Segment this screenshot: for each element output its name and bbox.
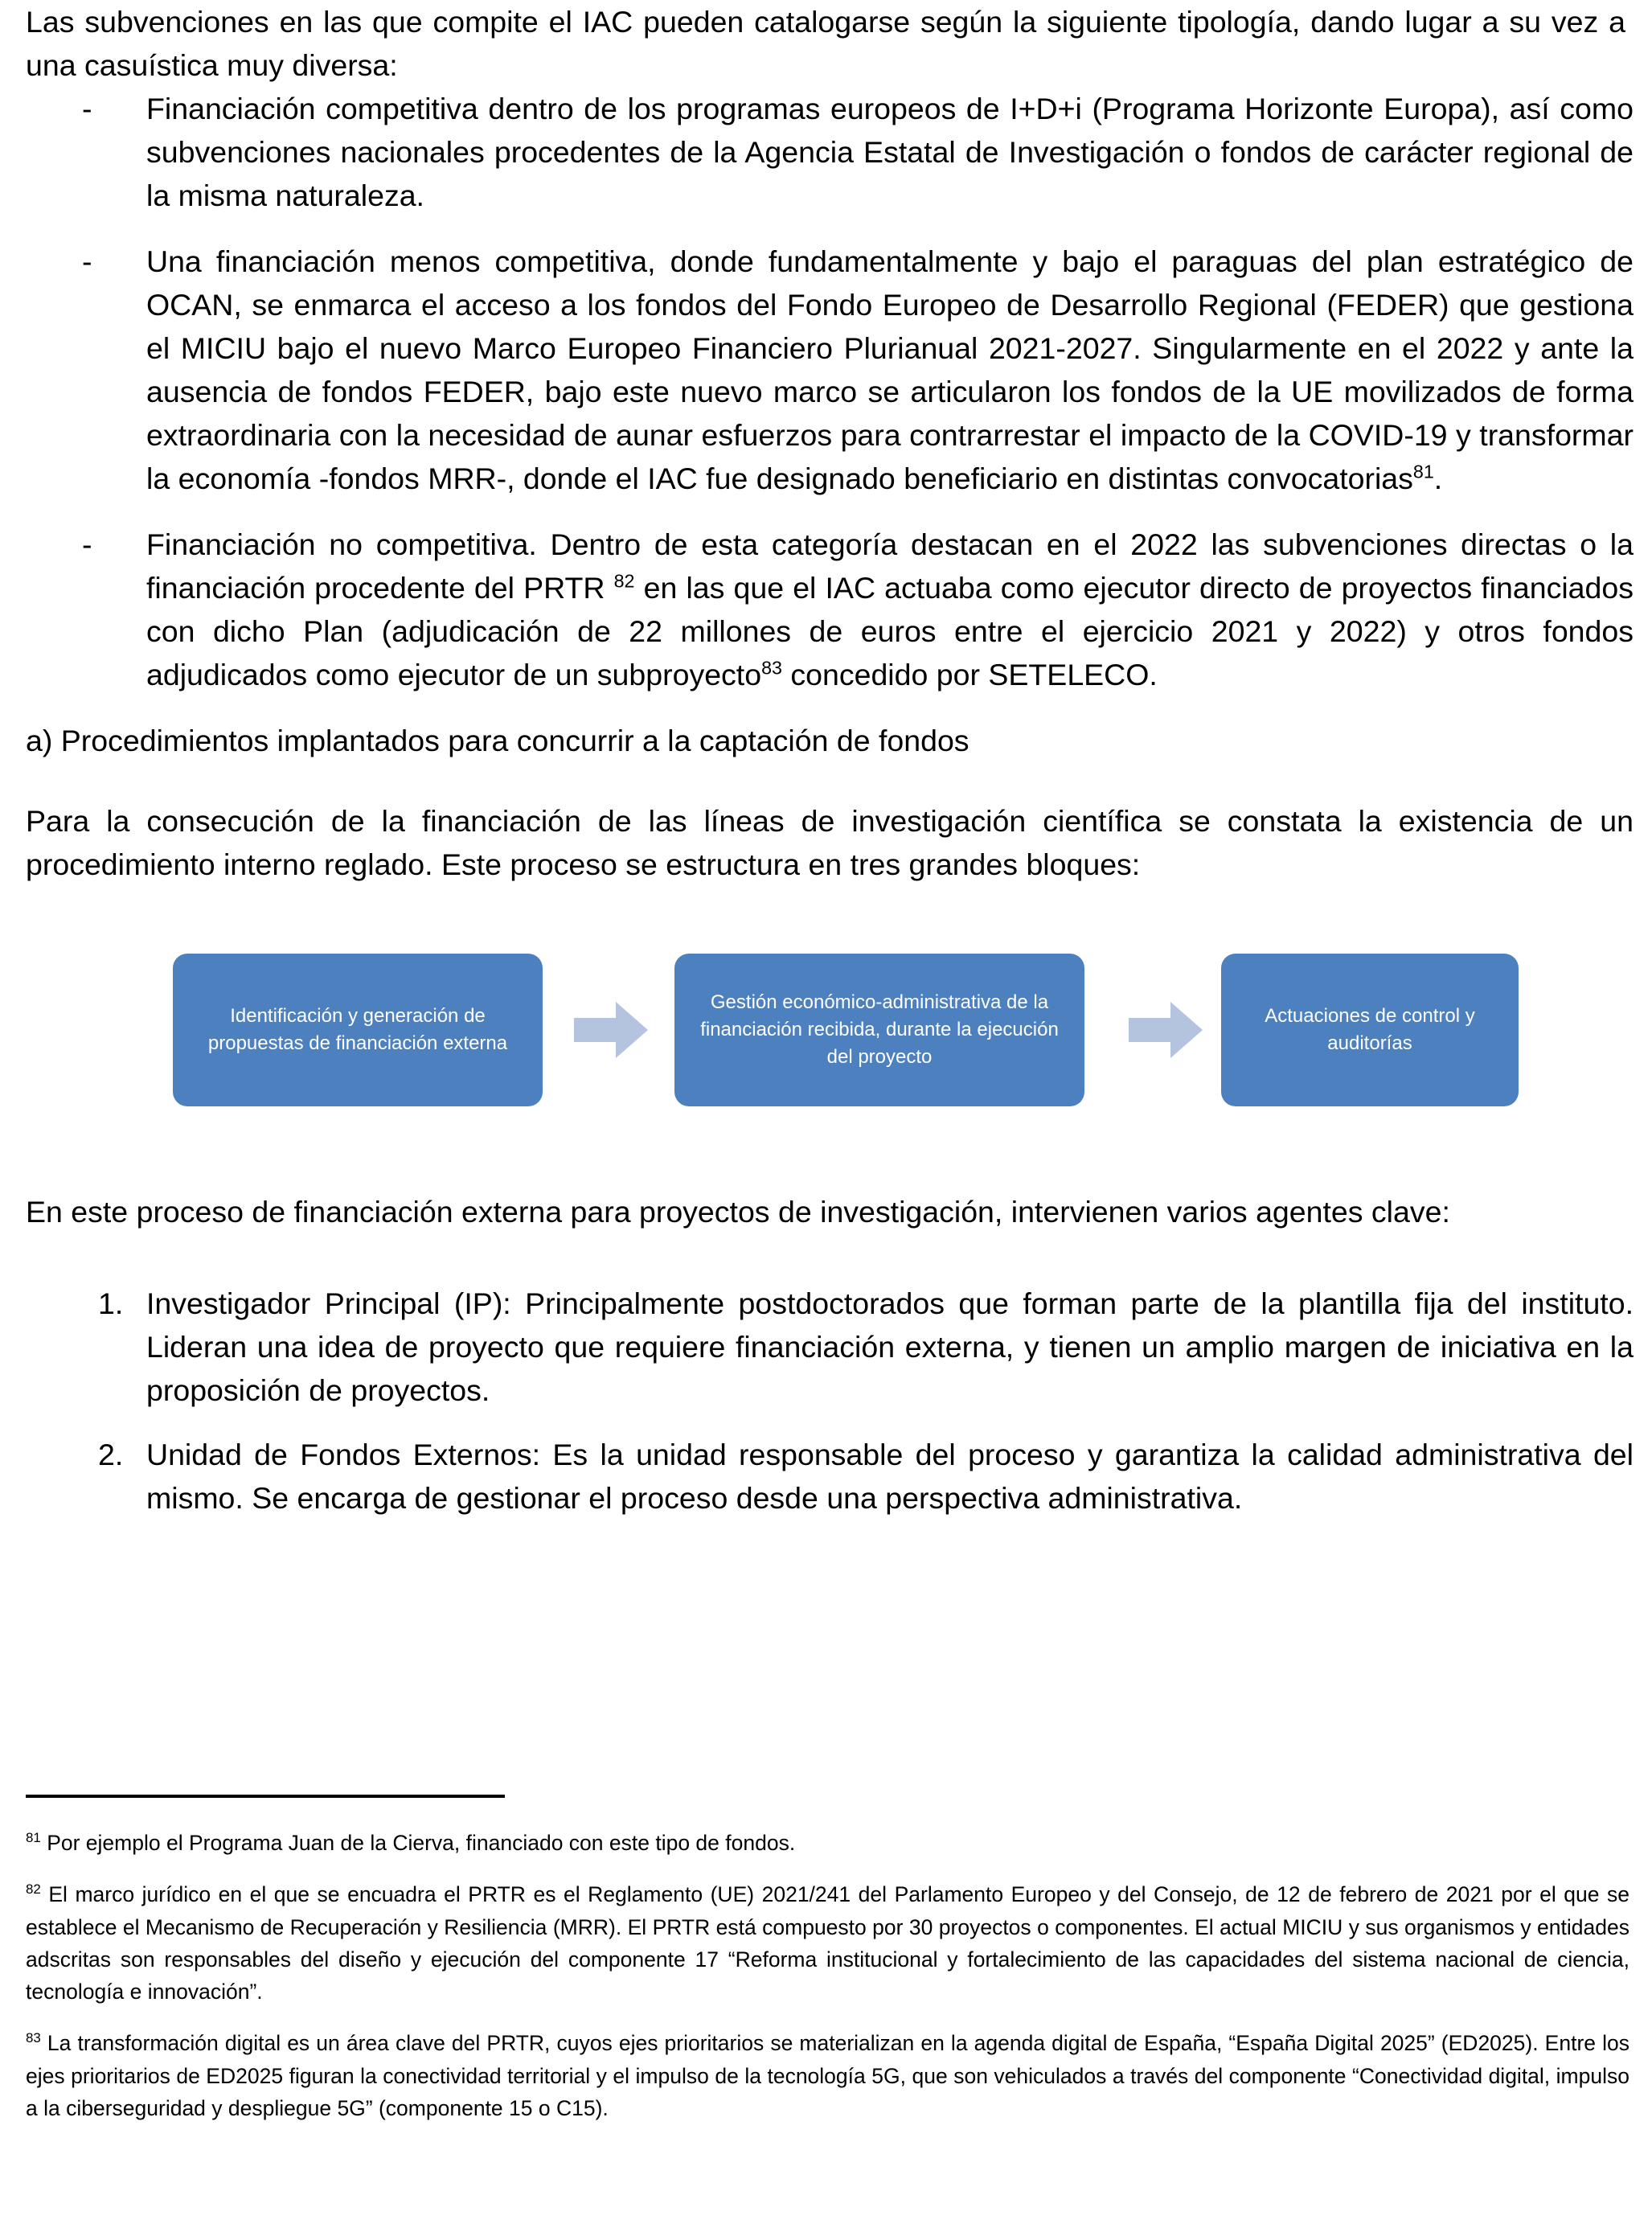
- process-box-label: Gestión económico-administrativa de la financiación recibida, durante la ejecución del proyecto: [700, 991, 1059, 1069]
- list-number: 1.: [98, 1286, 124, 1320]
- footnote-separator-rule: [26, 1795, 505, 1798]
- list-number: 2.: [98, 1438, 124, 1471]
- arrow-right-icon: [574, 1002, 648, 1058]
- paragraph-after-heading: Para la consecución de la financiación de las líneas de investigación científica se constata la existencia de un procedimiento interno reglado. Este proceso se estructura en tres grandes bloques:: [26, 804, 1634, 881]
- footnote-number: 82: [26, 1881, 41, 1898]
- intro-paragraph: Las subvenciones en las que compite el IAC pueden catalogarse según la siguiente tipología, dando lugar a su vez a una casuística muy diversa:: [26, 5, 1625, 82]
- list-item: [26, 523, 1634, 696]
- footnote-text: El marco jurídico en el que se encuadra el PRTR es el Reglamento (UE) 2021/241 del Parlamento Europeo y del Consejo, de 12 de febrero de 2021 por el que se establece el Mecanismo de Recuperación y Resiliencia (MRR). El PRTR está compuesto por 30 proyectos o componentes. El actual MICIU y sus organismos y entidades adscritas son responsables del diseño y ejecución del componente 17 “Reforma institucional y fortalecimiento de las capacidades del sistema nacional de ciencia, tecnología e innovación”.: [26, 1882, 1629, 2004]
- footnote-82: [26, 1878, 1629, 2008]
- section-heading: a) Procedimientos implantados para concurrir a la captación de fondos: [26, 724, 969, 757]
- bullet-text-part: Financiación no competitiva. Dentro de esta categoría destacan en el 2022 las subvenciones directas o la financiación procedente del PRTR: [146, 527, 1634, 605]
- bullet-marker: -: [82, 527, 92, 561]
- process-flow-diagram: [26, 936, 1634, 1145]
- footnote-ref-83[interactable]: 83: [761, 657, 782, 679]
- list-item: [26, 87, 1634, 217]
- process-box-label: Identificación y generación de propuestas de financiación externa: [207, 1004, 508, 1054]
- footnote-text: La transformación digital es un área clave del PRTR, cuyos ejes prioritarios se materializan en la agenda digital de España, “España Digital 2025” (ED2025). Entre los ejes prioritarios de ED2025 figuran la conectividad territorial y el impulso de la tecnología 5G, que son vehiculados a través del componente “Conectividad digital, impulso a la ciberseguridad y despliegue 5G” (componente 15 o C15).: [26, 2031, 1629, 2120]
- list-item: [26, 240, 1634, 500]
- bullet-text: [146, 240, 1634, 500]
- agents-numbered-list: [26, 1282, 1634, 1520]
- bullet-text-tail: .: [1433, 462, 1443, 495]
- bullet-marker: -: [82, 244, 92, 278]
- document-body: [26, 0, 1634, 1541]
- process-box-control: [1221, 954, 1519, 1106]
- bullet-text: Financiación competitiva dentro de los programas europeos de I+D+i (Programa Horizonte Europa), así como subvenciones nacionales procedentes de la Agencia Estatal de Investigación o fondos de carácter regional de la misma naturaleza.: [146, 92, 1634, 212]
- footnote-text: Por ejemplo el Programa Juan de la Cierva, financiado con este tipo de fondos.: [40, 1831, 796, 1855]
- footnote-ref-81[interactable]: 81: [1412, 461, 1434, 482]
- bullet-text: [146, 523, 1634, 696]
- typology-bullet-list: [26, 87, 1634, 696]
- footnote-number: 83: [26, 2030, 41, 2046]
- footnote-ref-82[interactable]: 82: [613, 570, 635, 592]
- process-box-gestion: [674, 954, 1084, 1106]
- paragraph-after-diagram: En este proceso de financiación externa para proyectos de investigación, intervienen varios agentes clave:: [26, 1195, 1450, 1229]
- bullet-text-part: Una financiación menos competitiva, donde fundamentalmente y bajo el paraguas del plan estratégico de OCAN, se enmarca el acceso a los fondos del Fondo Europeo de Desarrollo Regional (FEDER) que gestiona el MICIU bajo el nuevo Marco Europeo Financiero Plurianual 2021-2027. Singularmente en el 2022 y ante la ausencia de fondos FEDER, bajo este nuevo marco se articularon los fondos de la UE movilizados de forma extraordinaria con la necesidad de aunar esfuerzos para contrarrestar el impacto de la COVID-19 y transformar la economía -fondos MRR-, donde el IAC fue designado beneficiario en distintas convocatorias: [146, 244, 1634, 495]
- arrow-right-icon: [1129, 1002, 1203, 1058]
- footnote-81: [26, 1827, 1629, 1859]
- footnote-number: 81: [26, 1830, 41, 1846]
- process-box-identificacion: [173, 954, 543, 1106]
- list-item-text: Unidad de Fondos Externos: Es la unidad responsable del proceso y garantiza la calidad administrativa del mismo. Se encarga de gestionar el proceso desde una perspectiva administrativa.: [146, 1438, 1634, 1515]
- process-box-label: Actuaciones de control y auditorías: [1265, 1004, 1475, 1054]
- footnote-83: [26, 2027, 1629, 2124]
- list-item: [26, 1433, 1634, 1520]
- bullet-text-tail: concedido por SETELECO.: [781, 658, 1158, 691]
- bullet-text-middle: en las que el IAC actuaba como ejecutor directo de proyectos financiados con dicho Plan (adjudicación de 22 millones de euros entre el ejercicio 2021 y 2022) y otros fondos adjudicados como ejecutor de un subproyecto: [146, 571, 1634, 691]
- footnotes-section: [26, 1795, 1634, 2124]
- bullet-marker: -: [82, 92, 92, 125]
- list-item: [26, 1282, 1634, 1412]
- list-item-text: Investigador Principal (IP): Principalmente postdoctorados que forman parte de la plantilla fija del instituto. Lideran una idea de proyecto que requiere financiación externa, y tienen un amplio margen de iniciativa en la proposición de proyectos.: [146, 1286, 1634, 1407]
